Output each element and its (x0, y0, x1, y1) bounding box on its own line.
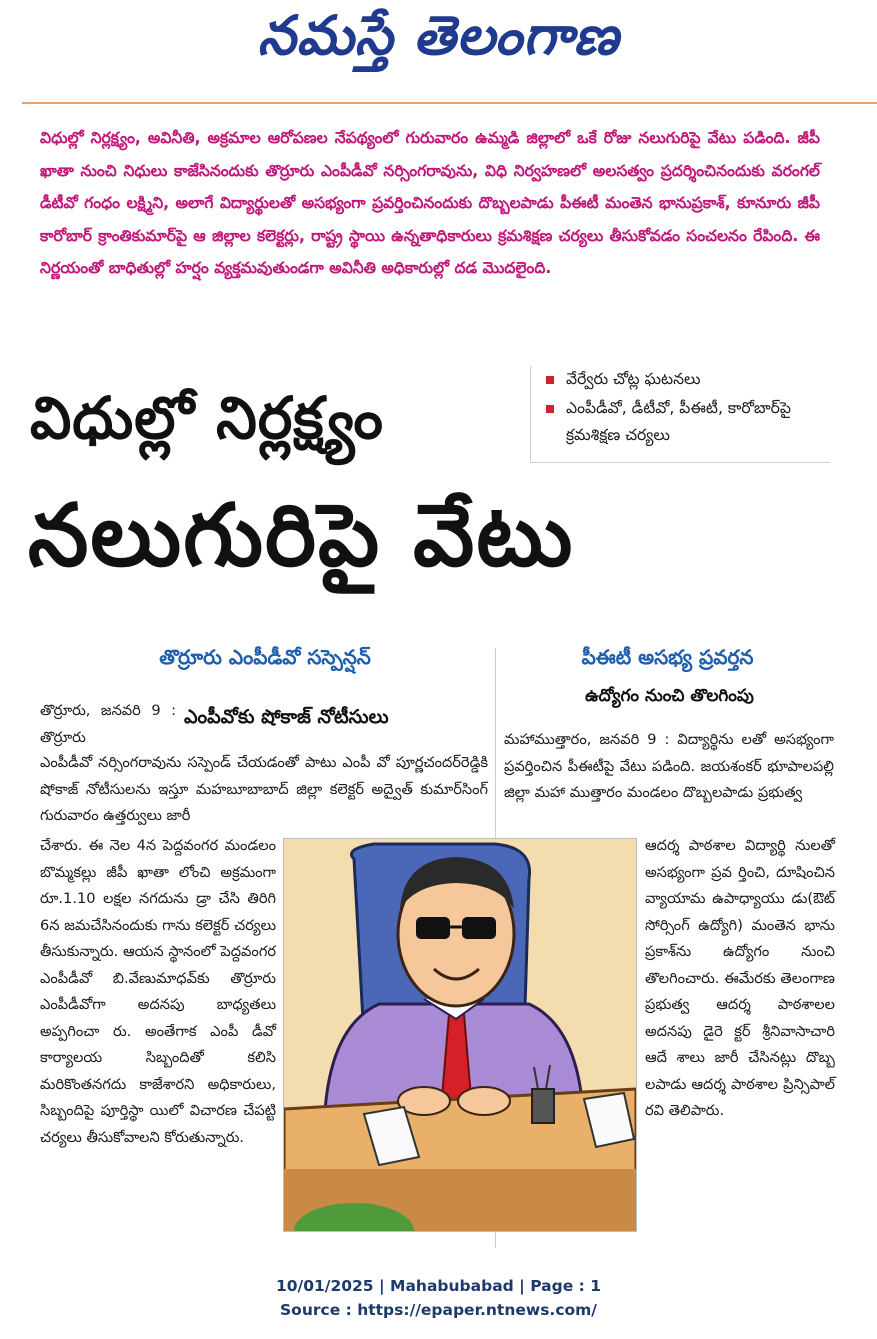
bullet-box-border-bottom (530, 462, 830, 463)
left-story-dateline: తొర్రూరు, జనవరి 9 : తొర్రూరు (40, 702, 176, 746)
right-story-subhead: పీఈటీ అసభ్య ప్రవర్తన (581, 645, 754, 669)
left-story-body-top: ఎంపీడీవో నర్సింగరావును సస్పెండ్ చేయడంతో పాటు ఎంపీ వో పూర్ణచందర్‌రెడ్డికి షోకాజ్ నోటీసులను ఇస్తూ మహబూబాబాద్ జిల్లా కలెక్టర్ అద్వైత్ కుమార్‌సింగ్ గురువారం ఉత్తర్వులు జారీ (40, 754, 488, 824)
left-story-body: చేశారు. ఈ నెల 4న పెద్దవంగర మండలం బొమ్మకల్లు జీపీ ఖాతా లోంచి అక్రమంగా రూ.1.10 లక్షల నగదును డ్రా చేసి తిరిగి 6న జమచేసినందుకు గాను కలెక్టర్ చర్యలు తీసుకున్నారు. ఆయన స్థానంలో పెద్దవంగర ఎంపీడీవో బి.వేణుమాధవ్‌కు తొర్రూరు ఎంపీడీవోగా అదనపు బాధ్యతలు అప్పగించా రు. అంతేగాక ఎంపీ డీవో కార్యాలయ సిబ్బందితో కలిసి మరికొంతనగదు కాజేశారని అధికారులు, సిబ్బందిపై పూర్తిస్థా యిలో విచారణ చేపట్టి చర్యలు తీసుకోవాలని కోరుతున్నారు. (40, 837, 276, 1146)
masthead-logo: నమస్తే తెలంగాణ (257, 4, 620, 67)
masthead-divider (22, 102, 877, 104)
right-story-subdeck: ఉద్యోగం నుంచి తొలగింపు (585, 686, 754, 706)
bullet-text: వేర్వేరు చోట్ల ఘటనలు (566, 370, 701, 388)
bullet-box-border (530, 366, 531, 462)
intro-paragraph: విధుల్లో నిర్లక్ష్యం, అవినీతి, అక్రమాల ఆరోపణల నేపథ్యంలో గురువారం ఉమ్మడి జిల్లాలో ఒకే రోజు నలుగురిపై వేటు పడింది. జీపీ ఖాతా నుంచి నిధులు కాజేసినందుకు తొర్రూరు ఎంపీడీవో నర్సింగరావును, విధి నిర్వహణలో అలసత్వం ప్రదర్శించినందుకు వరంగల్ డీటీవో గంధం లక్ష్మిని, అలాగే విద్యార్థులతో అసభ్యంగా ప్రవర్తించినందుకు దొబ్బలపాడు పీఈటీ మంతెన భానుప్రకాశ్, కూనూరు జీపీ కారోబార్ క్రాంతికుమార్‌పై ఆ జిల్లాల కలెక్టర్లు, రాష్ట్ర స్థాయి ఉన్నతాధికారులు క్రమశిక్షణ చర్యలు తీసుకోవడం సంచలనం రేపింది. ఈ నిర్ణయంతో బాధితుల్లో హర్షం వ్యక్తమవుతుండగా అవినీతి అధికారుల్లో దడ మొదలైంది. (40, 129, 820, 277)
left-story-subhead: తొర్రూరు ఎంపీడీవో సస్పెన్షన్ (159, 645, 371, 669)
bullet-square-icon (546, 405, 554, 413)
right-story-body-top: మహాముత్తారం, జనవరి 9 : విద్యార్థిను లతో అసభ్యంగా ప్రవర్తించిన పీఈటీపై వేటు పడింది. జయశంకర్ భూపాలపల్లి జిల్లా మహా ముత్తారం మండలం దొబ్బలపాడు ప్రభుత్వ (504, 731, 834, 801)
bullet-text: ఎంపీడీవో, డీటీవో, పీఈటీ, కారోబార్‌పై క్రమశిక్షణ చర్యలు (566, 399, 791, 444)
officer-cartoon-illustration (283, 838, 637, 1232)
left-story-subdeck: ఎంపీవోకు షోకాజ్ నోటీసులు (184, 706, 389, 728)
bullet-square-icon (546, 376, 554, 384)
bullet-item (538, 366, 828, 393)
main-headline: నలుగురిపై వేటు (28, 486, 575, 586)
highlight-bullets (538, 366, 828, 451)
bullet-item (538, 395, 828, 449)
headline-kicker: విధుల్లో నిర్లక్ష్యం (30, 384, 384, 452)
page-footer (0, 1274, 877, 1322)
cartoon-drawing (284, 839, 636, 1231)
footer-source-link[interactable]: Source : https://epaper.ntnews.com/ (280, 1301, 597, 1319)
footer-edition-info: 10/01/2025 | Mahabubabad | Page : 1 (275, 1277, 601, 1295)
right-story-body: ఆదర్శ పాఠశాల విద్యార్థి నులతో అసభ్యంగా ప్రవ ర్తించి, దూషించిన వ్యాయామ ఉపాధ్యాయు డు(ఔట్ సోర్సింగ్ ఉద్యోగి) మంతెన భాను ప్రకాశ్‌ను ఉద్యోగం నుంచి తొలగించారు. ఈమేరకు తెలంగాణ ప్రభుత్వ ఆదర్శ పాఠశాలల అదనపు డైరె క్టర్ శ్రీనివాసాచారి ఆదే శాలు జారీ చేసినట్లు దొబ్బ లపాడు ఆదర్శ పాఠశాల ప్రిన్సిపాల్ రవి తెలిపారు. (645, 837, 835, 1119)
